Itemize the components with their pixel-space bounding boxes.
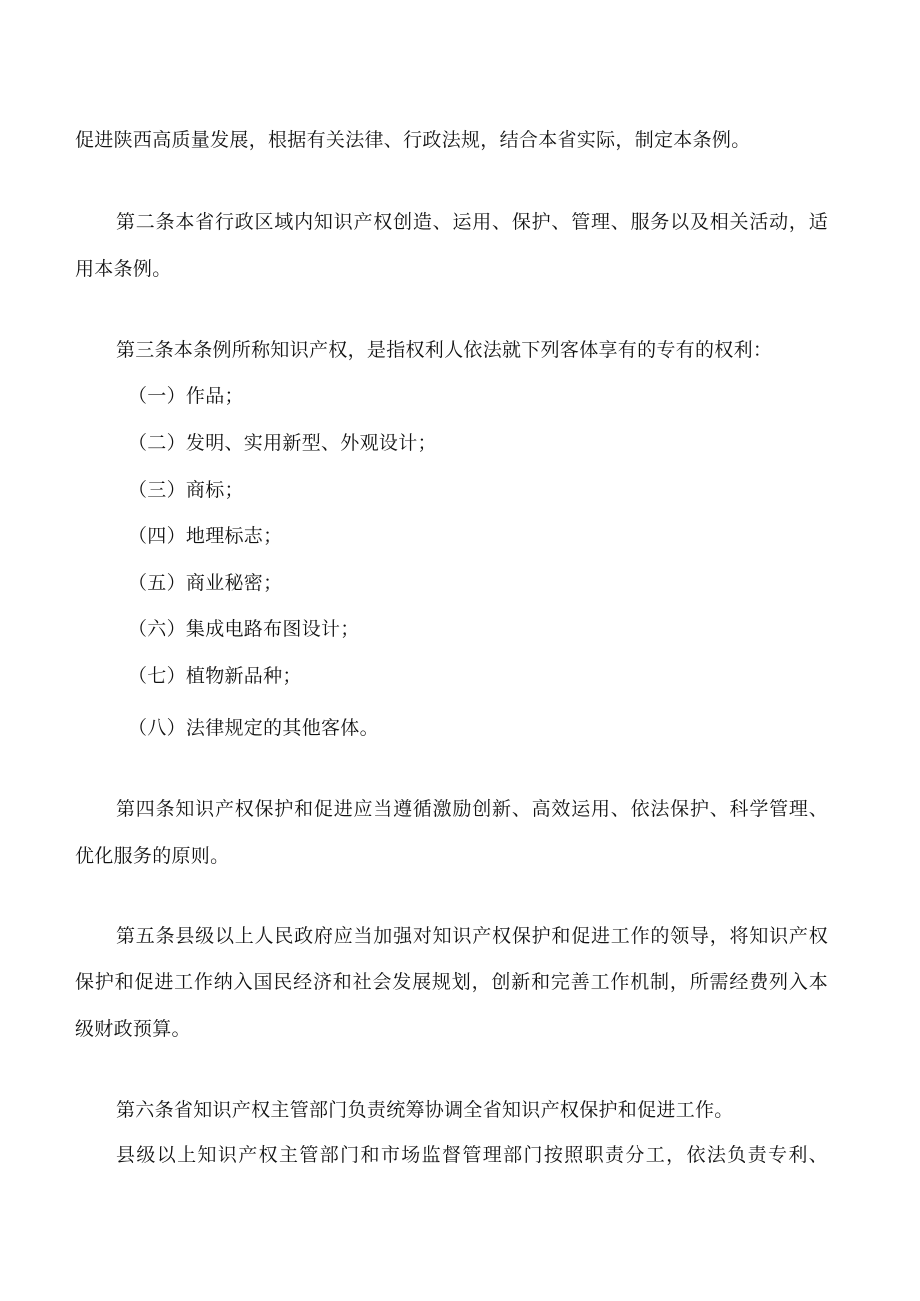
article-2-line-1: 第二条本省行政区域内知识产权创造、运用、保护、管理、服务以及相关活动，适 — [116, 211, 828, 233]
list-item: （四）地理标志； — [128, 525, 283, 547]
list-item: （八）法律规定的其他客体。 — [128, 717, 379, 739]
article-6-line-2: 县级以上知识产权主管部门和市场监督管理部门按照职责分工，依法负责专利、 — [116, 1144, 828, 1166]
article-5-line-1: 第五条县级以上人民政府应当加强对知识产权保护和促进工作的领导，将知识产权 — [116, 925, 828, 947]
article-4-line-2: 优化服务的原则。 — [75, 845, 230, 867]
list-item: （一）作品； — [128, 385, 244, 407]
article-5-line-3: 级财政预算。 — [75, 1018, 191, 1040]
list-item: （六）集成电路布图设计； — [128, 618, 360, 640]
article-6-line-1: 第六条省知识产权主管部门负责统筹协调全省知识产权保护和促进工作。 — [116, 1099, 734, 1121]
list-item: （三）商标； — [128, 479, 244, 501]
list-item: （五）商业秘密； — [128, 572, 283, 594]
paragraph-line: 促进陕西高质量发展，根据有关法律、行政法规，结合本省实际，制定本条例。 — [75, 129, 751, 151]
article-4-line-1: 第四条知识产权保护和促进应当遵循激励创新、高效运用、依法保护、科学管理、 — [116, 798, 828, 820]
list-item: （二）发明、实用新型、外观设计； — [128, 432, 437, 454]
article-5-line-2: 保护和促进工作纳入国民经济和社会发展规划，创新和完善工作机制，所需经费列入本 — [75, 971, 828, 993]
list-item: （七）植物新品种； — [128, 665, 302, 687]
article-3-heading-line: 第三条本条例所称知识产权，是指权利人依法就下列客体享有的专有的权利： — [116, 339, 773, 361]
article-2-line-2: 用本条例。 — [75, 258, 172, 280]
